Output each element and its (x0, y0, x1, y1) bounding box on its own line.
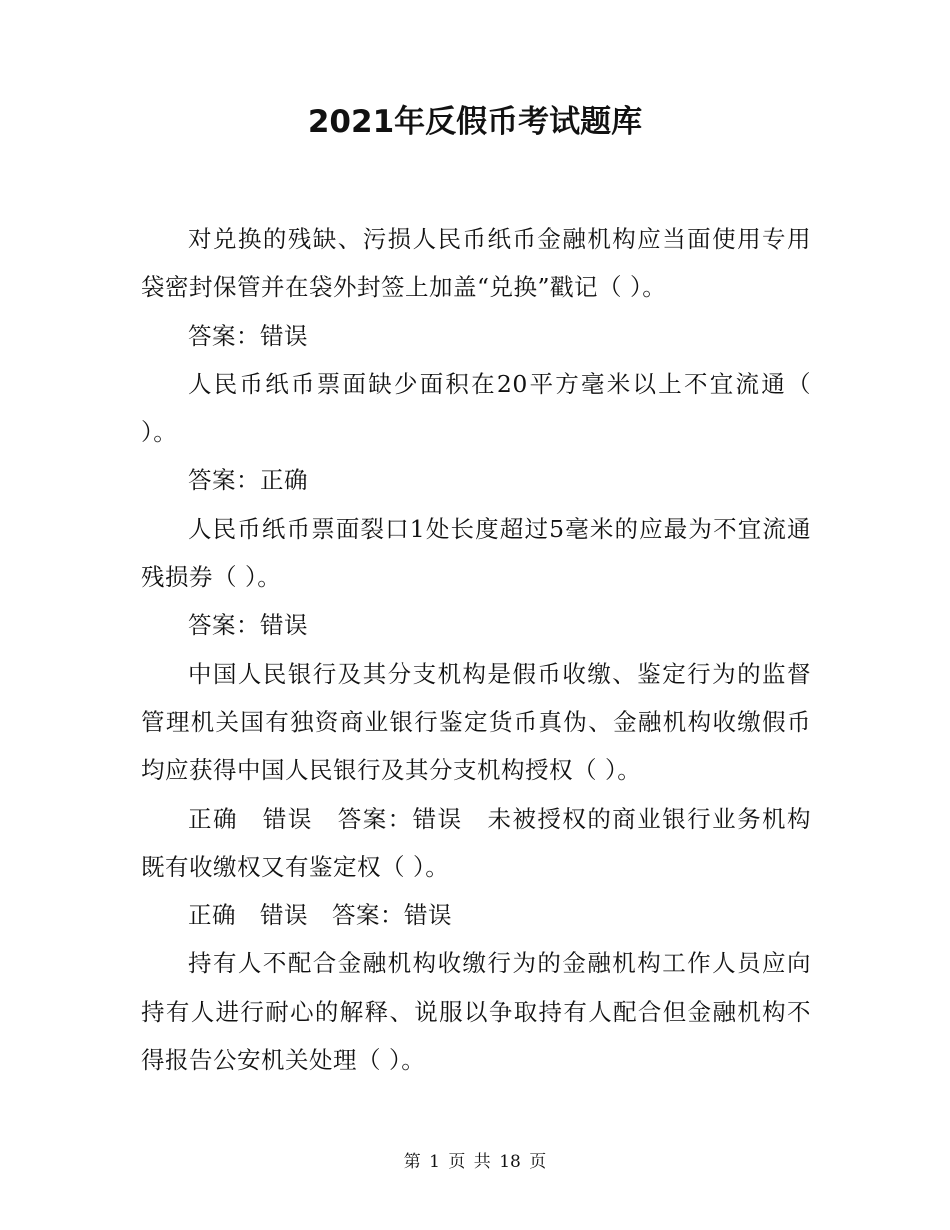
answer-paragraph: 答案：错误 (188, 611, 308, 640)
answer-paragraph: 答案：错误 (188, 321, 308, 350)
page-footer: 第 1 页 共 18 页 (403, 1152, 547, 1172)
answer-paragraph: 正确 错误 答案：错误 (188, 901, 452, 930)
question-paragraph: 人民币纸币票面裂口1处长度超过5毫米的应最为不宜流通残损券（ ）。 (141, 514, 811, 592)
document-body (141, 215, 811, 1084)
question-paragraph: 对兑换的残缺、污损人民币纸币金融机构应当面使用专用袋密封保管并在袋外封签上加盖“兑换”戳记（ ）。 (141, 225, 811, 302)
document-title: 2021年反假币考试题库 (307, 104, 643, 140)
question-paragraph: 持有人不配合金融机构收缴行为的金融机构工作人员应向持有人进行耐心的解释、说服以争取持有人配合但金融机构不得报告公安机关处理（ ）。 (141, 949, 811, 1075)
question-paragraph: 人民币纸币票面缺少面积在20平方毫米以上不宜流通（ ）。 (141, 369, 811, 447)
question-paragraph: 中国人民银行及其分支机构是假币收缴、鉴定行为的监督管理机关国有独资商业银行鉴定货币真伪、金融机构收缴假币均应获得中国人民银行及其分支机构授权（ ）。 (141, 659, 811, 785)
answer-paragraph: 答案：正确 (188, 466, 308, 495)
answer-question-paragraph: 正确 错误 答案：错误 未被授权的商业银行业务机构既有收缴权又有鉴定权（ ）。 (141, 804, 811, 881)
